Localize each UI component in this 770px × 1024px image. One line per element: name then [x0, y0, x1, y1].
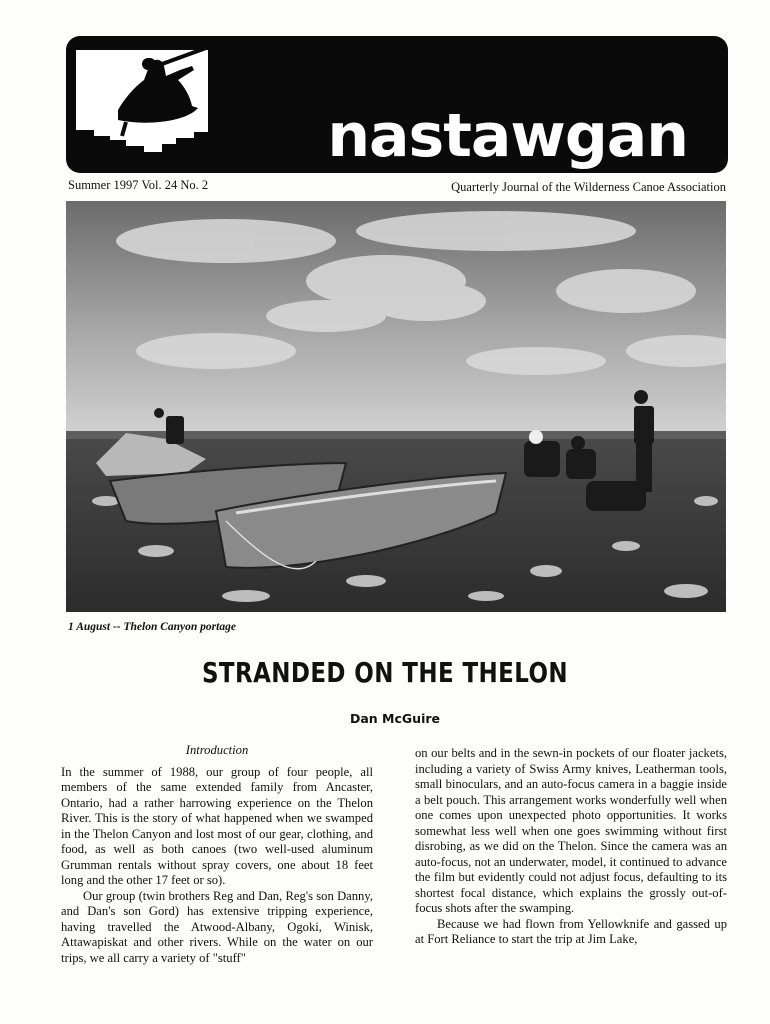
masthead [66, 36, 728, 173]
cover-photo [66, 201, 726, 612]
paragraph: on our belts and in the sewn-in pockets of our floater jackets, including a variety of Swiss Army knives, Leatherman tools, small binoculars, and an auto-focus camera in a baggie inside a belt pouch. This arrangement works wonderfully well when one comes upon unexpected photo opportunities. It works somewhat less well when one goes swimming without first disrobing, as we did on the Thelon. Since the camera was an auto-focus, not an underwater, model, it continued to advance the film but evidently could not adjust focus, defaulting to its shortest focal distance, which explains the grossly out-of-focus shots after the swamping. [415, 746, 727, 915]
photo-caption: 1 August -- Thelon Canyon portage [68, 621, 236, 633]
masthead-title: nastawgan [327, 101, 688, 171]
issue-info: Summer 1997 Vol. 24 No. 2 [68, 178, 209, 192]
article-subhead: Introduction [185, 743, 249, 757]
journal-tagline: Quarterly Journal of the Wilderness Canoe Association [451, 180, 726, 194]
article-column-right [415, 746, 727, 948]
article-byline: Dan McGuire [350, 711, 440, 726]
photo-illustration [66, 201, 726, 612]
paragraph: In the summer of 1988, our group of four people, all members of the same extended family from Ancaster, Ontario, had a rather harrowing experience on the Thelon River. This is the story of what happened when we swamped in the Thelon Canyon and lost most of our gear, clothing, and food, as well as both canoes (two well-used aluminum Grumman rentals without spray covers, one about 18 feet long and the other 17 feet or so). [61, 764, 373, 887]
paragraph: Because we had flown from Yellowknife and gassed up at Fort Reliance to start the trip at Jim Lake, [415, 916, 727, 946]
paragraph: Our group (twin brothers Reg and Dan, Reg's son Danny, and Dan's son Gord) has extensive tripping experience, having travelled the Atwood-Albany, Ogoki, Winisk, Attawapiskat and other rivers. While on the water on our trips, we all carry a variety of "stuff" [61, 888, 373, 965]
article-column-left [61, 743, 373, 966]
article-headline: STRANDED ON THE THELON [201, 656, 569, 689]
